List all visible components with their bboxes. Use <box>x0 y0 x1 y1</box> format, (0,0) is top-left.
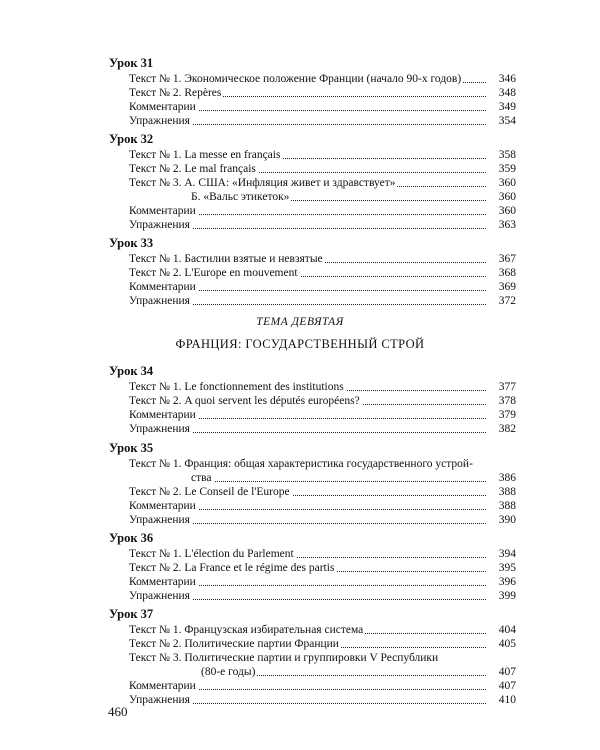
entry-page: 368 <box>498 267 516 279</box>
toc-entry <box>129 457 516 471</box>
entry-title: Комментарии <box>129 101 196 113</box>
toc-entry <box>129 499 516 513</box>
entry-page: 377 <box>498 381 516 393</box>
toc-entry <box>129 280 516 294</box>
entry-page: 394 <box>498 548 516 560</box>
entry-page: 358 <box>498 149 516 161</box>
lesson-heading: Урок 37 <box>109 607 154 621</box>
lesson-heading: Урок 32 <box>109 132 154 146</box>
toc-entry <box>129 100 516 114</box>
entry-page: 396 <box>498 576 516 588</box>
entry-title: ства <box>191 472 212 484</box>
toc-entry <box>129 561 516 575</box>
page-number: 460 <box>108 704 128 719</box>
entry-title: Текст № 1. Бастилии взятые и невзятые <box>129 253 323 265</box>
entry-page: 404 <box>498 624 516 636</box>
entry-page: 363 <box>498 219 516 231</box>
entry-page: 367 <box>498 253 516 265</box>
entry-page: 386 <box>498 472 516 484</box>
toc-entry <box>129 651 516 665</box>
entry-page: 372 <box>498 295 516 307</box>
toc-entry <box>129 218 516 232</box>
entry-title: Комментарии <box>129 281 196 293</box>
entry-title: Упражнения <box>129 590 190 602</box>
entry-title: (80-е годы) <box>201 666 256 678</box>
entry-title: Комментарии <box>129 576 196 588</box>
toc-entry <box>201 665 516 679</box>
toc-entry <box>129 679 516 693</box>
entry-page: 379 <box>498 409 516 421</box>
entry-title: Упражнения <box>129 423 190 435</box>
entry-page: 399 <box>498 590 516 602</box>
entry-title: Текст № 1. La messe en français <box>129 149 281 161</box>
lesson-heading: Урок 36 <box>109 531 154 545</box>
entry-page: 348 <box>498 87 516 99</box>
entry-title: Комментарии <box>129 500 196 512</box>
entry-title: Текст № 2. L'Europe en mouvement <box>129 267 298 279</box>
toc-entry <box>129 575 516 589</box>
toc-entry <box>191 471 516 485</box>
lesson-heading: Урок 34 <box>109 364 154 378</box>
entry-page: 346 <box>498 73 516 85</box>
lesson-heading: Урок 35 <box>109 441 154 455</box>
entry-title: Текст № 1. Le fonctionnement des institutions <box>129 381 344 393</box>
entry-page: 349 <box>498 101 516 113</box>
toc-entry <box>129 637 516 651</box>
toc-entry <box>129 380 516 394</box>
toc-entry <box>129 162 516 176</box>
entry-title: Текст № 1. Экономическое положение Франции (начало 90-х годов) <box>129 73 462 85</box>
entry-title: Комментарии <box>129 205 196 217</box>
entry-page: 360 <box>498 191 516 203</box>
entry-title: Упражнения <box>129 295 190 307</box>
entry-title: Текст № 2. Le Conseil de l'Europe <box>129 486 290 498</box>
entry-title: Упражнения <box>129 219 190 231</box>
toc-entry <box>129 204 516 218</box>
toc-entry <box>129 589 516 603</box>
toc-entry <box>129 114 516 128</box>
entry-title: Комментарии <box>129 680 196 692</box>
entry-title: Упражнения <box>129 694 190 706</box>
entry-page: 378 <box>498 395 516 407</box>
entry-title: Текст № 2. A quoi servent les députés européens? <box>129 395 360 407</box>
toc-entry <box>129 148 516 162</box>
toc-entry <box>129 485 516 499</box>
entry-page: 388 <box>498 486 516 498</box>
toc-entry <box>129 693 516 707</box>
entry-title: Текст № 3. Политические партии и группировки V Республики <box>129 652 439 664</box>
entry-page: 410 <box>498 694 516 706</box>
entry-title: Текст № 2. Repères <box>129 87 222 99</box>
toc-entry <box>129 266 516 280</box>
entry-title: Комментарии <box>129 409 196 421</box>
toc-entry <box>129 86 516 100</box>
entry-title: Упражнения <box>129 115 190 127</box>
entry-title: Текст № 2. Политические партии Франции <box>129 638 339 650</box>
lesson-heading: Урок 31 <box>109 56 154 70</box>
entry-page: 382 <box>498 423 516 435</box>
entry-title: Текст № 1. L'élection du Parlement <box>129 548 294 560</box>
toc-entry <box>129 394 516 408</box>
toc-entry <box>129 547 516 561</box>
lesson-heading: Урок 33 <box>109 236 154 250</box>
entry-page: 354 <box>498 115 516 127</box>
toc-entry <box>129 252 516 266</box>
entry-page: 390 <box>498 514 516 526</box>
entry-title: Текст № 3. А. США: «Инфляция живет и здравствует» <box>129 177 396 189</box>
entry-page: 395 <box>498 562 516 574</box>
toc-entry <box>129 294 516 308</box>
toc-entry <box>129 408 516 422</box>
entry-title: Текст № 1. Франция: общая характеристика государственного устрой- <box>129 458 473 470</box>
theme-title: ФРАНЦИЯ: ГОСУДАРСТВЕННЫЙ СТРОЙ <box>175 337 425 351</box>
entry-title: Упражнения <box>129 514 190 526</box>
entry-page: 360 <box>498 205 516 217</box>
entry-title: Текст № 2. Le mal français <box>129 163 256 175</box>
toc-entry <box>129 513 516 527</box>
entry-page: 405 <box>498 638 516 650</box>
entry-page: 388 <box>498 500 516 512</box>
toc-entry <box>129 623 516 637</box>
toc-entry <box>129 72 516 86</box>
entry-page: 360 <box>498 177 516 189</box>
entry-page: 407 <box>498 680 516 692</box>
toc-entry <box>191 190 516 204</box>
toc-entry <box>129 176 516 190</box>
entry-page: 369 <box>498 281 516 293</box>
entry-title: Текст № 1. Французская избирательная система <box>129 624 364 636</box>
theme-subtitle: ТЕМА ДЕВЯТАЯ <box>256 316 344 328</box>
toc-entry <box>129 422 516 436</box>
entry-title: Б. «Вальс этикеток» <box>191 191 290 203</box>
entry-page: 359 <box>498 163 516 175</box>
entry-title: Текст № 2. La France et le régime des partis <box>129 562 335 574</box>
entry-page: 407 <box>498 666 516 678</box>
